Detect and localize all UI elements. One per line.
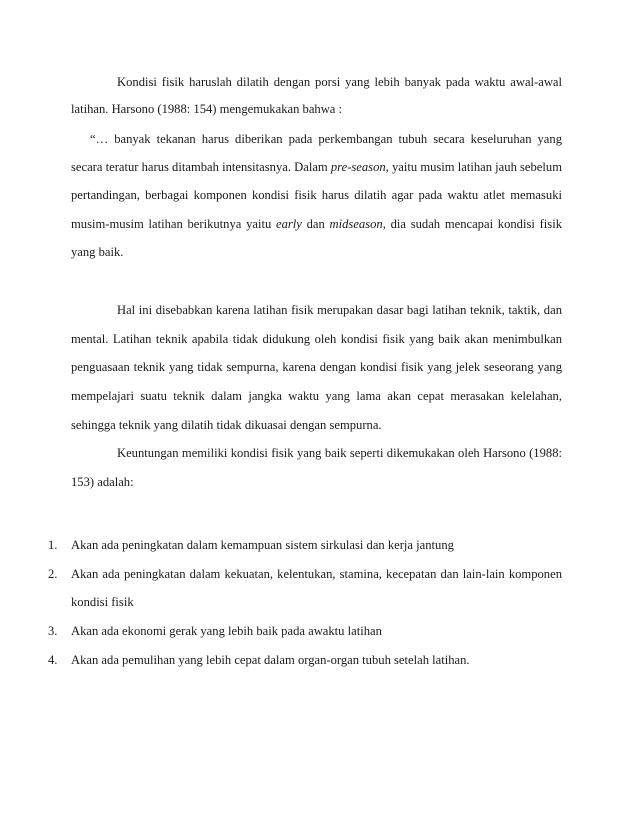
- quote-line4: [71, 216, 562, 232]
- quote-line2: [71, 159, 562, 175]
- quote-line4-text-a: musim-musim latihan berikutnya yaitu: [71, 217, 276, 231]
- quote-line4-text-c: , dia sudah mencapai kondisi fisik: [382, 217, 562, 231]
- paragraph2-line5: sehingga teknik yang dilatih tidak dikuasai dengan sempurna.: [71, 418, 382, 432]
- quote-pre-season-term: pre-season: [330, 160, 386, 174]
- quote-line2-text-a: secara teratur harus ditambah intensitasnya. Dalam: [71, 160, 331, 174]
- quote-line4-text-b: dan: [301, 217, 330, 231]
- paragraph2-line3: penguasaan teknik yang tidak sempurna, karena dengan kondisi fisik yang jelek seseorang yang: [71, 360, 562, 374]
- list-item-text: Akan ada pemulihan yang lebih cepat dalam organ-organ tubuh setelah latihan.: [71, 653, 470, 667]
- paragraph1-line1: Kondisi fisik haruslah dilatih dengan porsi yang lebih banyak pada waktu awal-awal: [117, 75, 562, 89]
- list-item-text: Akan ada peningkatan dalam kemampuan sistem sirkulasi dan kerja jantung: [71, 538, 454, 552]
- list-item: [48, 623, 562, 639]
- list-item-number: 1.: [48, 538, 58, 552]
- paragraph2-line1: Hal ini disebabkan karena latihan fisik merupakan dasar bagi latihan teknik, taktik, dan: [117, 303, 562, 317]
- list-item: [48, 537, 562, 553]
- quote-line3: pertandingan, berbagai komponen kondisi fisik harus dilatih agar pada waktu atlet memasuki: [71, 188, 562, 202]
- list-item-number: 4.: [48, 653, 58, 667]
- quote-early-term: early: [276, 217, 302, 231]
- list-item: [48, 652, 562, 668]
- list-item-text: Akan ada peningkatan dalam kekuatan, kelentukan, stamina, kecepatan dan lain-lain komponen: [71, 567, 562, 581]
- paragraph2-line2: mental. Latihan teknik apabila tidak didukung oleh kondisi fisik yang baik akan menimbulkan: [71, 332, 562, 346]
- paragraph3-line1: Keuntungan memiliki kondisi fisik yang baik seperti dikemukakan oleh Harsono (1988:: [117, 446, 562, 460]
- quote-line5: yang baik.: [71, 245, 124, 259]
- list-item-number: 2.: [48, 567, 58, 581]
- quote-midseason-term: midseason: [329, 217, 383, 231]
- quote-line2-text-b: , yaitu musim latihan jauh sebelum: [385, 160, 562, 174]
- paragraph1-line2: latihan. Harsono (1988: 154) mengemukakan bahwa :: [71, 102, 343, 116]
- list-item-number: 3.: [48, 624, 58, 638]
- paragraph3-line2: 153) adalah:: [71, 475, 134, 489]
- quote-line1: “… banyak tekanan harus diberikan pada perkembangan tubuh secara keseluruhan yang: [90, 132, 562, 146]
- paragraph2-line4: mempelajari suatu teknik dalam jangka waktu yang lama akan cepat merasakan kelelahan,: [71, 389, 562, 403]
- list-item-continuation: kondisi fisik: [71, 595, 134, 609]
- list-item-text: Akan ada ekonomi gerak yang lebih baik pada awaktu latihan: [71, 624, 382, 638]
- list-item: [48, 566, 562, 582]
